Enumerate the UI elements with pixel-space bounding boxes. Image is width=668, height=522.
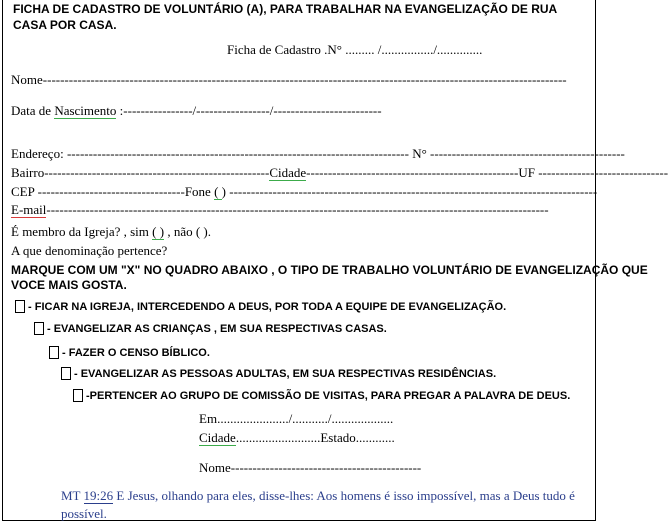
ficha-number-line (227, 42, 482, 58)
endereco-line: ------------------------------------------------------------------------------- (66, 146, 409, 161)
membro-nao: , não ( ). (164, 224, 212, 239)
ficha-number-dots: ......... /................/.............. (341, 42, 483, 57)
sig-nome-label: Nome (199, 460, 231, 475)
instruction-line-1: MARQUE COM UM "X" NO QUADRO ABAIXO , O TIPO DE TRABALHO VOLUNTÁRIO DE EVANGELIZAÇÃO QUE (11, 263, 648, 277)
nome-line: ------------------------------------------------------------------------------------------------------------------------- (42, 72, 567, 87)
nascimento-label: Nascimento (54, 103, 117, 118)
fone-area: ( (214, 184, 222, 199)
verse-ref-chapter: 19:26 (83, 488, 114, 503)
field-membro-igreja (11, 224, 211, 240)
verse-ref-book: MT (61, 488, 84, 503)
verse-text-1: E Jesus, olhando para eles, disse-lhes: Aos homens é isso impossível, mas a Deus tudo é (113, 488, 575, 503)
option-criancas-checkbox[interactable] (34, 322, 44, 335)
field-email (11, 202, 549, 218)
uf-line: ------------------------------ (538, 165, 668, 180)
option-censo-checkbox[interactable] (49, 346, 59, 359)
option-censo-label: - FAZER O CENSO BÍBLICO. (62, 347, 210, 359)
option-visitas-label: -PERTENCER AO GRUPO DE COMISSÃO DE VISITAS, PARA PREGAR A PALAVRA DE DEUS. (86, 390, 571, 402)
field-cep (11, 184, 597, 200)
field-endereco (11, 146, 625, 162)
email-line: -------------------------------------------------------------------------------------------------------------------- (46, 202, 549, 217)
option-igreja-checkbox[interactable] (15, 300, 25, 313)
form-title-line-2: CASA POR CASA. (13, 18, 117, 32)
cep-label: CEP (11, 184, 38, 199)
sig-estado-dots: ............ (355, 430, 395, 445)
option-visitas-checkbox[interactable] (73, 389, 83, 402)
em-date-dots: ....................../.........../................... (217, 411, 394, 426)
field-bairro (11, 165, 668, 181)
cidade-label: Cidade (269, 165, 307, 180)
data-colon: : (116, 103, 124, 118)
field-denominacao (11, 243, 167, 259)
sig-cidade-label: Cidade (199, 430, 236, 445)
option-criancas (34, 322, 387, 335)
bairro-label: Bairro (11, 165, 45, 180)
sig-estado-label: Estado (320, 430, 356, 445)
email-label: E-mail (11, 202, 47, 217)
field-sig-nome (199, 460, 421, 476)
sig-nome-line: -------------------------------------------- (230, 460, 422, 475)
option-adultos-label: - EVANGELIZAR AS PESSOAS ADULTAS, EM SUA RESPECTIVAS RESIDÊNCIAS. (74, 368, 497, 380)
membro-sim-box: ( ) (152, 224, 165, 239)
option-adultos-checkbox[interactable] (61, 367, 71, 380)
ficha-label: Ficha de Cadastro .N° (227, 42, 342, 57)
verse-line-1 (61, 488, 575, 504)
cep-line: ---------------------------------- (37, 184, 185, 199)
sig-cidade-dots: .......................... (235, 430, 321, 445)
numero-line: --------------------------------------------- (430, 146, 625, 161)
denominacao-label: A que denominação pertence? (11, 243, 168, 258)
field-data-nascimento (11, 103, 382, 119)
option-igreja-label: - FICAR NA IGREJA, INTERCEDENDO A DEUS, POR TODA A EQUIPE DE EVANGELIZAÇÃO. (28, 301, 507, 313)
nome-label: Nome (11, 72, 43, 87)
instruction-line-2: VOCE MAIS GOSTA. (11, 278, 127, 292)
option-visitas (73, 389, 570, 402)
em-label: Em (199, 411, 218, 426)
field-em (199, 411, 393, 427)
verse-line-2: possível. (61, 506, 107, 521)
data-label: Data de (11, 103, 55, 118)
field-nome (11, 72, 567, 88)
cidade-line: ------------------------------------------------- (306, 165, 519, 180)
field-cidade-estado (199, 430, 395, 446)
registration-form (2, 0, 668, 521)
numero-label: N° (408, 146, 431, 161)
option-criancas-label: - EVANGELIZAR AS CRIANÇAS , EM SUA RESPECTIVAS CASAS. (47, 323, 387, 335)
fone-close: ) ------------------------------------------------------------------------------------- (221, 184, 598, 199)
data-line: ----------------/-----------------/------------------------- (123, 103, 382, 118)
uf-label: UF (518, 165, 539, 180)
form-title-line-1: FICHA DE CADASTRO DE VOLUNTÁRIO (A), PARA TRABALHAR NA EVANGELIZAÇÃO DE RUA (13, 2, 558, 16)
membro-question: É membro da Igreja? , sim (11, 224, 153, 239)
endereco-label: Endereço: (11, 146, 67, 161)
fone-label: Fone (184, 184, 215, 199)
bairro-line: ---------------------------------------------------- (44, 165, 270, 180)
option-censo (49, 346, 210, 359)
option-igreja (15, 300, 506, 313)
option-adultos (61, 367, 496, 380)
